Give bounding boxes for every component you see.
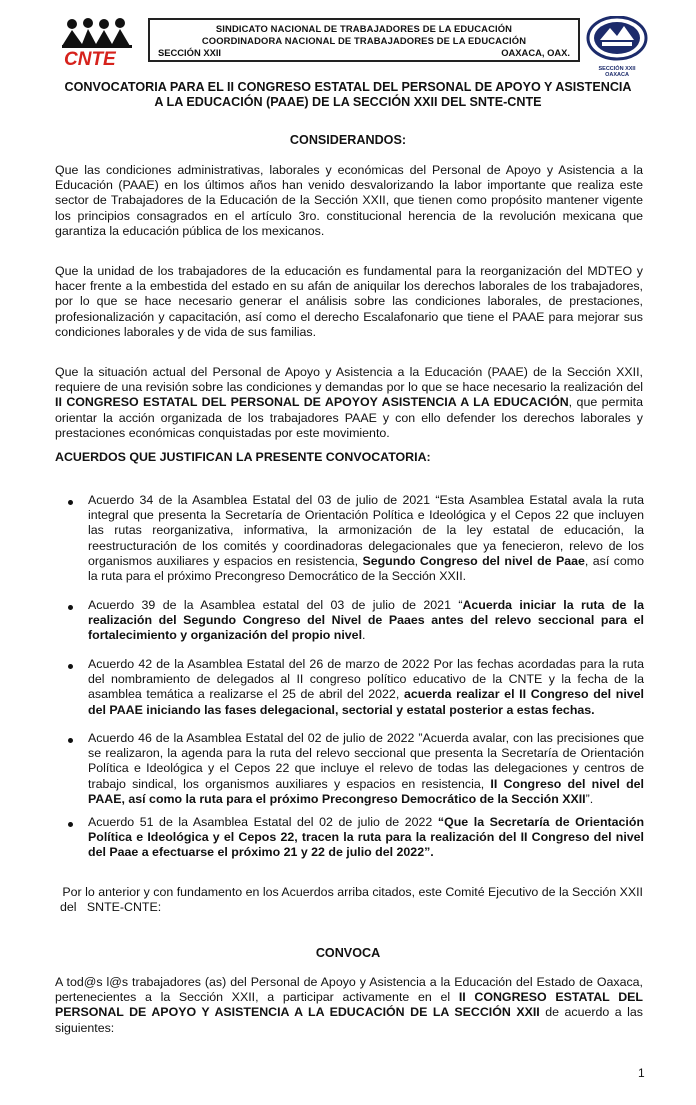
city-label: OAXACA, OAX. [501,47,570,58]
acuerdo-text: Acuerdo 51 de la Asamblea Estatal del 02 de julio de 2022 [88,815,438,829]
acuerdo-emphasis: Acuerda iniciar la ruta de la realización del Segundo Congreso del Nivel de Paaes antes del relevo seccional para el fortalecimiento y organización del propio nivel [88,598,644,643]
p5-emphasis: II CONGRESO ESTATAL DEL PERSONAL DE APOYO Y ASISTENCIA A LA EDUCACIÓN DE LA SECCIÓN XXII [55,990,644,1020]
closing-line-1: Por lo anterior y con fundamento en los Acuerdos arriba citados, este Comité Ejecutivo de la Sección XXII [62,885,643,899]
p3-text: Que la situación actual del Personal de Apoyo y Asistencia a la Educación (PAAE) de la Sección XXII, requiere de una revisión sobre las condiciones y demandas por lo que se hace necesario la realización del [55,365,643,395]
acuerdo-text-end: ”. [585,791,594,806]
considerandos-heading: CONSIDERANDOS: [289,133,407,147]
acuerdo-emphasis: Segundo Congreso del nivel de Paae [362,553,585,568]
section-seal [586,16,648,78]
acuerdo-emphasis: “Que la Secretaría de Orientación Política e Ideológica y el Cepos 22, tracen la ruta para la realización del II Congreso del nivel del Paae a efectuarse el próximo 21 y 22 de julio del 2022”. [88,815,645,860]
acuerdo-item-51 [88,815,644,861]
p3-text-end: , que permita orientar la acción organizada de los trabajadores PAAE y con ello defender los derechos laborales y prestaciones económicas conquistadas por este movimiento. [55,395,643,440]
p5-text: A tod@s l@s trabajadores (as) del Personal de Apoyo y Asistencia a la Educación del Estado de Oaxaca, pertenecientes a la Sección XXII, a participar activamente en el [55,975,643,1005]
letterhead [58,16,648,78]
considerando-paragraph-2: Que la unidad de los trabajadores de la educación es fundamental para la reorganización del MDTEO y hacer frente a la embestida del estado en su afán de aniquilar los derechos laborales de los trabajadores, por lo que se hace necesario generar el análisis sobre las condiciones laborales, de prestaciones, profesionalización y capacitación, así como el derecho Escalafonario que tiene el PAAE para mejorar sus condiciones laborales y de vida de sus familias. [55,264,643,339]
acuerdos-heading: ACUERDOS QUE JUSTIFICAN LA PRESENTE CONVOCATORIA: [55,450,431,464]
bullet [68,605,73,610]
considerando-paragraph-1: Que las condiciones administrativas, laborales y económicas del Personal de Apoyo y Asistencia a la Educación (PAAE) en los últimos años han venido desvalorizando la labor importante que realiza este sector de Trabajadores de la Educación de la Sección XXII, que tienen como propósito mantener vigente los principios consagrados en el artículo 3ro. constitucional herencia de la revolución mexicana que garantiza la educación pública de los mexicanos. [55,163,643,238]
coordinator-name: COORDINADORA NACIONAL DE TRABAJADORES DE LA EDUCACIÓN [201,35,527,46]
acuerdo-text: Acuerdo 34 de la Asamblea Estatal del 03 de julio de 2021 “Esta Asamblea Estatal avala la ruta integral que presenta la Secretaría de Orientación Política e Ideológica y el Cepos 22 que incluyen las rutas reorganizativa, informativa, la armonización de la ley estatal de educación, la reestructuración de los comités y coordinadoras delegacionales que ya fenecieron, relevo de los organismos auxiliares y espacios en resistencia, [88,493,644,568]
considerando-paragraph-3 [55,365,643,441]
bullet [68,822,73,827]
seal-text-city: OAXACA [605,72,629,78]
bullet [68,500,73,505]
acuerdo-item-42 [88,657,644,718]
acuerdo-item-39 [88,598,644,644]
convoca-paragraph [55,975,643,1036]
closing-paragraph [60,885,643,915]
acuerdo-emphasis: II Congreso del nivel del PAAE, así como la ruta para el próximo Precongreso Democrático de la Sección XXII [88,776,644,806]
seal-text-section: SECCIÓN XXII [598,66,636,72]
document-title: CONVOCATORIA PARA EL II CONGRESO ESTATAL DEL PERSONAL DE APOYO Y ASISTENCIA A LA EDUCACIÓN (PAAE) DE LA SECCIÓN XXII DEL SNTE-CNTE [64,80,632,109]
acuerdo-text: Acuerdo 46 de la Asamblea Estatal del 02 de julio de 2022 ”Acuerda avalar, con las precisiones que se realizaron, la agenda para la ruta del relevo seccional que presenta la Secretaría de Orientación Política e Ideológica y el Cepos 22 que incluye el relevo de todas las delegaciones y centros de trabajo sindical, los organismos auxiliares y espacios en resistencia, [88,731,644,791]
seal-emblem-icon [586,16,648,66]
bullet [68,738,73,743]
cnte-logo-text: CNTE [64,49,116,68]
acuerdo-item-46 [88,731,644,807]
acuerdo-text: Acuerdo 39 de la Asamblea estatal del 03 de julio de 2021 “ [88,598,463,612]
acuerdo-text-end: , así como la ruta para el próximo Precongreso Democrático de la Sección XXII. [88,553,644,584]
acuerdo-text: Acuerdo 42 de la Asamblea Estatal del 26 de marzo de 2022 Por las fechas acordadas para la ruta del nombramiento de delegados al II congreso político educativo de la CNTE y la fecha de la asamblea temática a realizarse el 25 de abril del 2022, [88,657,644,702]
union-name: SINDICATO NACIONAL DE TRABAJADORES DE LA EDUCACIÓN [215,23,513,34]
page-number: 1 [638,1066,645,1080]
letterhead-box [148,18,580,62]
acuerdo-emphasis: acuerda realizar el II Congreso del nivel del PAAE iniciando las fases delegacional, sectorial y estatal posterior a estas fechas. [88,687,645,717]
closing-line-2: del SNTE-CNTE: [60,900,162,915]
cnte-logo [58,16,144,68]
p5-text-end: de acuerdo a las siguientes: [55,1005,643,1035]
section-label: SECCIÓN XXII [158,47,222,58]
bullet [68,664,73,669]
letterhead-location-line [158,47,570,59]
acuerdo-text-end: . [362,628,366,643]
convoca-heading: CONVOCA [315,946,381,960]
p3-emphasis: II CONGRESO ESTATAL DEL PERSONAL DE APOYOY ASISTENCIA A LA EDUCACIÓN [55,395,569,410]
acuerdo-item-34 [88,493,644,584]
